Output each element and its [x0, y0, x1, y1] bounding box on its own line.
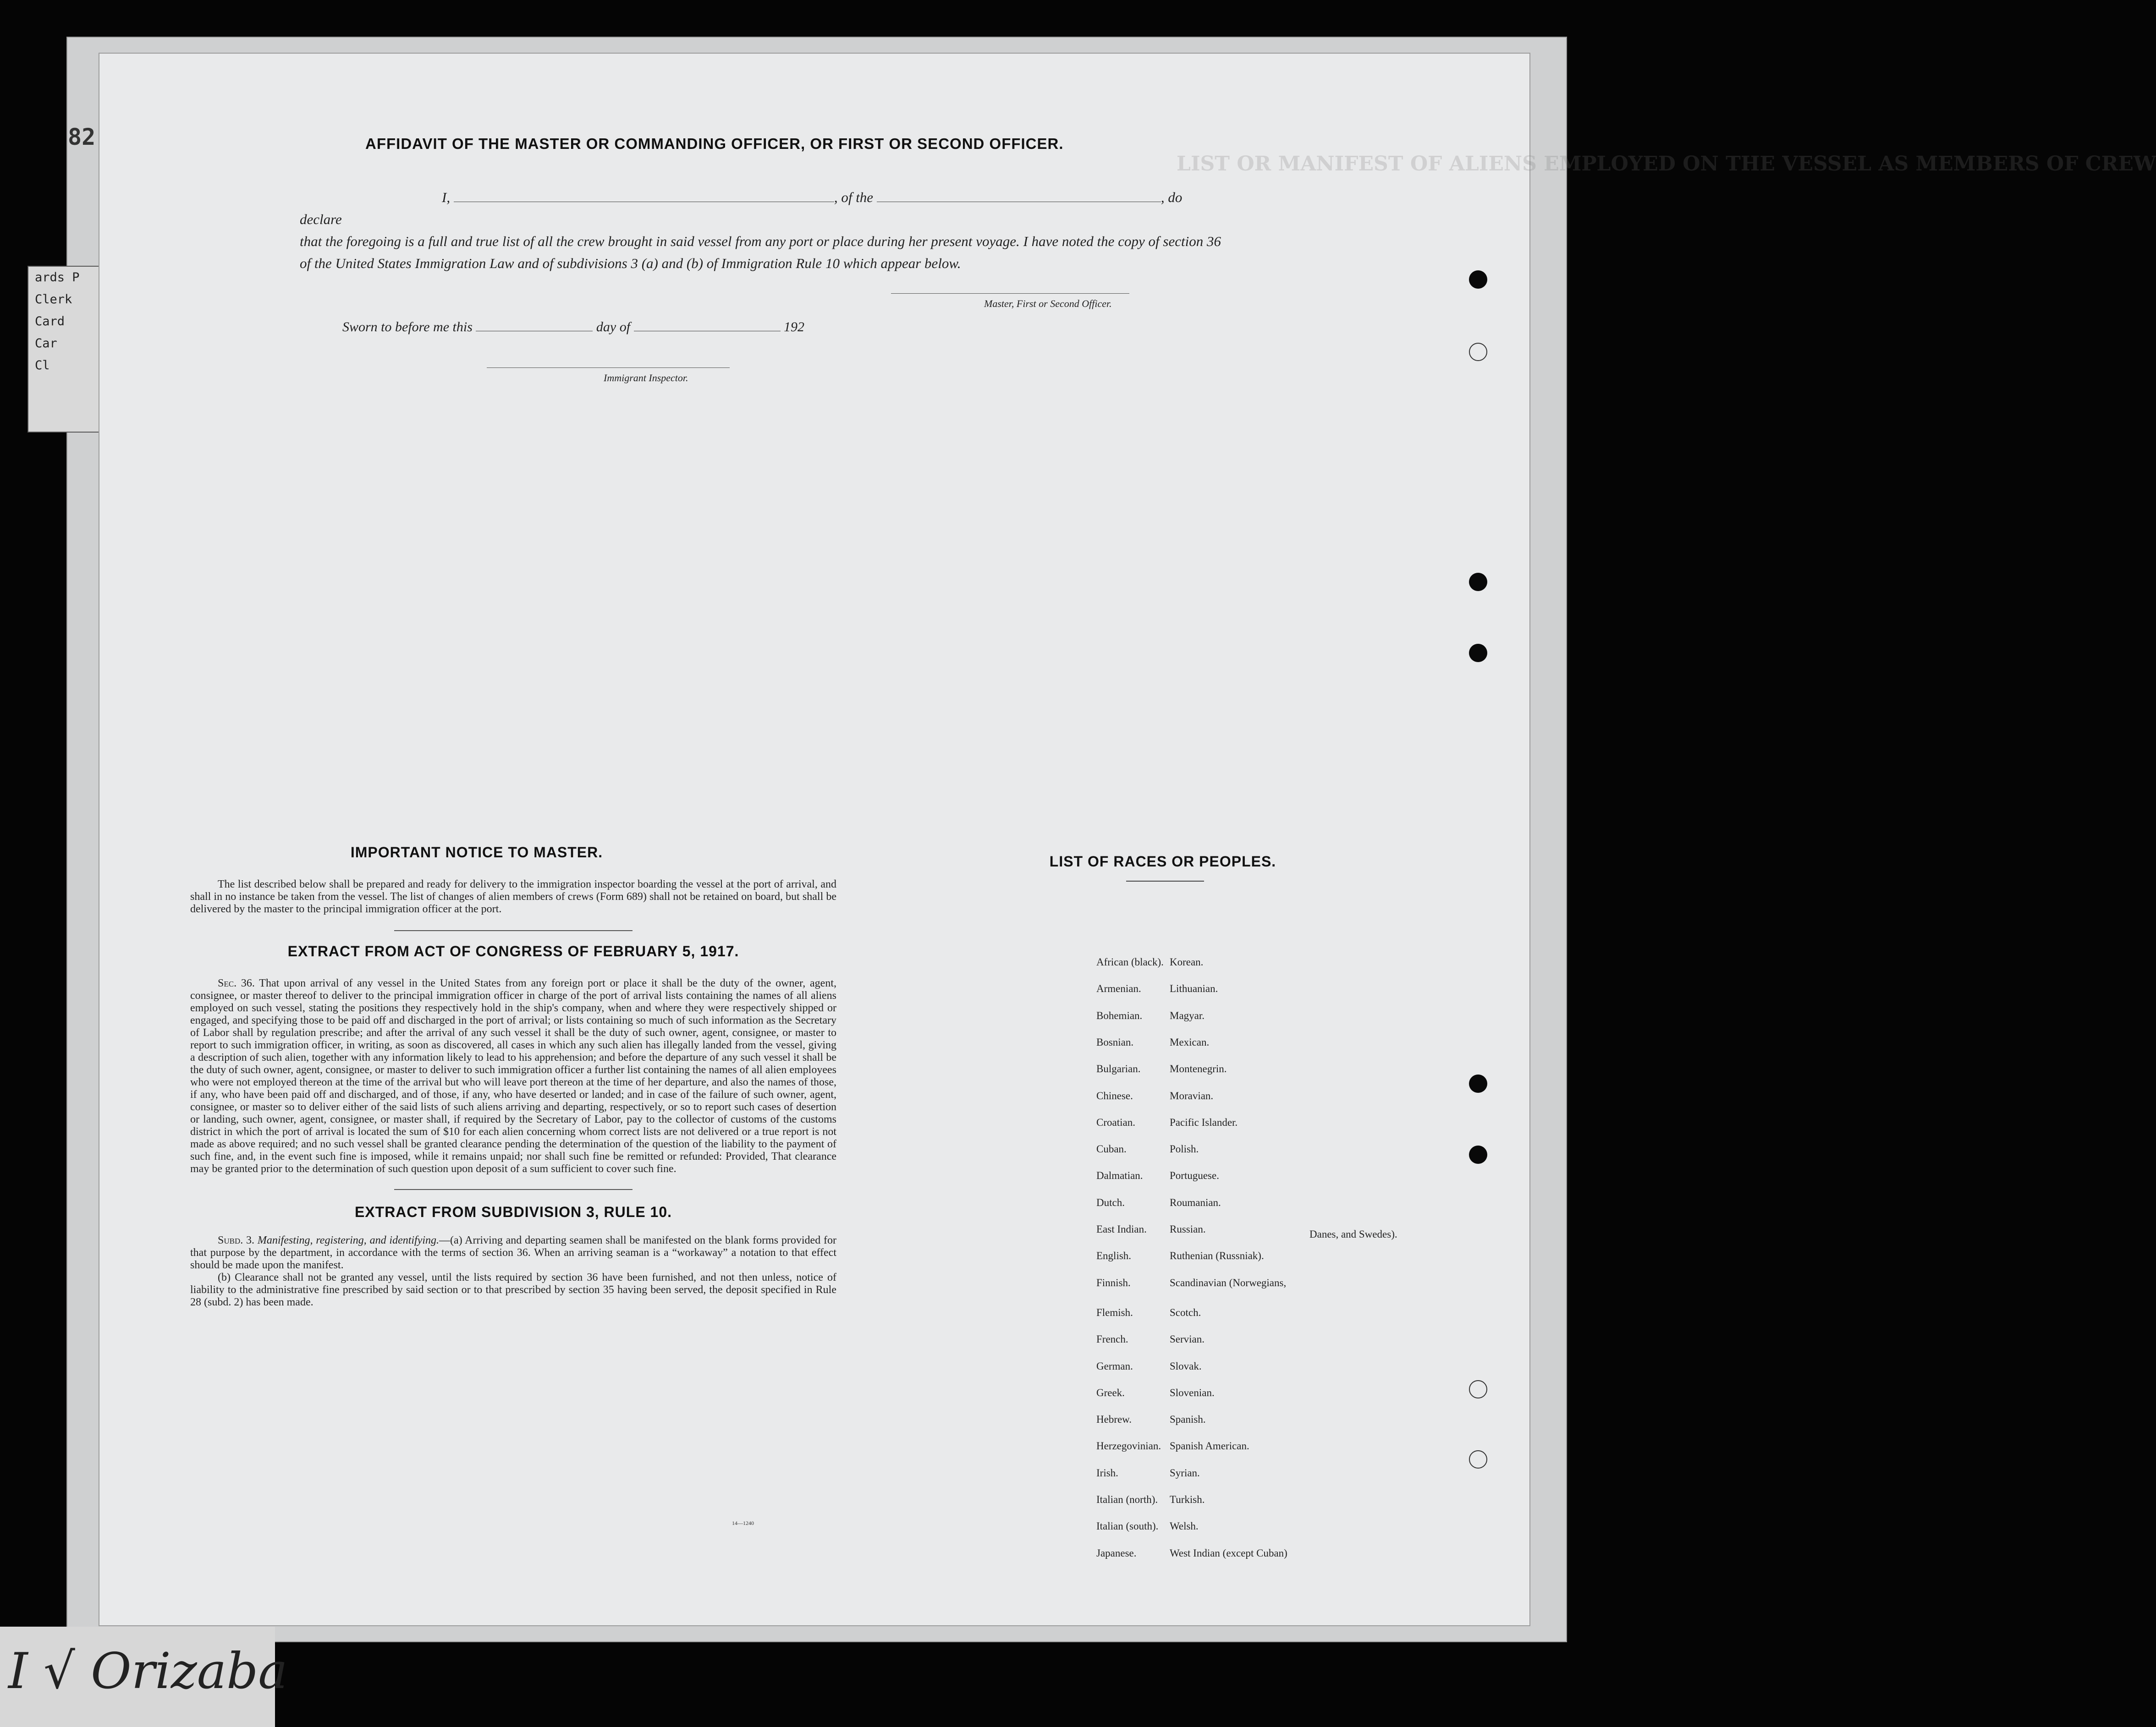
tab-card-line: ards P: [35, 270, 80, 285]
day-of-label: day of: [596, 319, 631, 334]
race-item: Dalmatian.: [1096, 1170, 1143, 1182]
race-item: Moravian.: [1170, 1090, 1214, 1102]
index-tab-card: [28, 266, 105, 433]
race-item: Scandinavian (Norwegians,: [1170, 1277, 1287, 1288]
race-item: Flemish.: [1096, 1306, 1133, 1318]
punch-hole: [1469, 1380, 1487, 1398]
declaration-text: that the foregoing is a full and true list of all the crew brought in said vessel from any port or place during her present voyage. I have noted the copy of section 36 of the United States Immigration Law and of subdivisions 3 (a) and (b) of Immigration Rule 10 which appear below.: [300, 233, 1221, 271]
race-item: Montenegrin.: [1170, 1063, 1227, 1075]
tab-card-line: Clerk: [35, 292, 72, 307]
race-item: Armenian.: [1096, 983, 1141, 995]
act-extract-text: [190, 977, 836, 1175]
race-item: Welsh.: [1170, 1520, 1199, 1532]
punch-hole: [1469, 270, 1487, 289]
notice-text: The list described below shall be prepared and ready for delivery to the immigration inspector boarding the vessel at the port of arrival, and shall in no instance be taken from the vessel. The list of changes of alien members of crews (Form 689) shall not be retained on board, but shall be delivered by the master to the principal immigration officer at the port.: [190, 878, 836, 915]
race-item: Chinese.: [1096, 1090, 1133, 1102]
race-item: Lithuanian.: [1170, 983, 1218, 995]
handwritten-tag: [0, 1627, 288, 1727]
races-title-rule: [1126, 881, 1204, 882]
race-item: Russian.: [1170, 1223, 1206, 1235]
race-item: African (black).: [1096, 956, 1164, 968]
rule-extract-title: EXTRACT FROM SUBDIVISION 3, RULE 10.: [354, 1204, 672, 1220]
tab-card-line: Car: [35, 336, 57, 351]
page-number-fragment: 82: [68, 124, 96, 150]
punch-hole: [1469, 343, 1487, 361]
race-item: Bosnian.: [1096, 1036, 1134, 1048]
master-signature-label: Master, First or Second Officer.: [984, 298, 1112, 309]
race-item: Spanish American.: [1170, 1440, 1249, 1452]
subd-a-text: —(a) Arriving and departing seamen shall be manifested on the blank forms provided for that purpose by the department, in accordance with the terms of section 36. When an arriving seaman is a “workaway” a notation to that effect should be made upon the manifest.: [190, 1234, 836, 1271]
race-item: Italian (north).: [1096, 1494, 1158, 1505]
inspector-label: Immigrant Inspector.: [604, 372, 688, 384]
handwritten-vessel-name: I √ Orizaba: [8, 1643, 288, 1700]
bleed-through-header: LIST OR MANIFEST OF ALIENS EMPLOYED ON THE VESSEL AS MEMBERS OF CREW: [1177, 152, 2156, 175]
race-item: Dutch.: [1096, 1196, 1125, 1208]
do-declare-label: , do declare: [300, 189, 1182, 227]
act-extract-body: That upon arrival of any vessel in the United States from any foreign port or place it shall be the duty of the owner, agent, consignee, or master thereof to deliver to the principal immigration officer in charge of the port of arrival lists containing the names of all aliens employed on such vessel, stating the positions they respectively hold in the ship's company, when and where they were respectively shipped or engaged, and specifying those to be paid off and discharged in the port of arrival; or lists containing so much of such information as the Secretary of Labor shall by regulation prescribe; and after the arrival of any such vessel it shall be the duty of such owner, agent, consignee, or master to report to such immigration officer, in writing, as soon as discovered, all cases in which any such alien has illegally landed from the vessel, giving a description of such alien, together with any information likely to lead to his apprehension; and before the departure of any such vessel it shall be the duty of such owner, agent, consignee, or master to deliver to such immigration officer a further list containing the names of all alien employees who were not employed thereon at the time of the arrival but who will leave port thereon at the time of her departure, and also the names of those, if any, who have been paid off and discharged, and of those, if any, who have deserted or landed; and in case of the failure of such owner, agent, consignee, or master so to deliver either of the said lists of such aliens arriving and departing, respectively, or so to report such cases of desertion or landing, such owner, agent, consignee, or master shall, if required by the Secretary of Labor, pay to the collector of customs of the customs district in which the port of arrival is located the sum of $10 for each alien concerning whom correct lists are not delivered or a true report is not made as above required; and no such vessel shall be granted clearance pending the determination of the question of the liability to the payment of such fine, and, in the event such fine is imposed, while it remains unpaid; nor shall such fine be remitted or refunded: Provided, That clearance may be granted prior to the determination of such question upon deposit of a sum sufficient to cover such fine.: [190, 977, 836, 1175]
race-item: Slovenian.: [1170, 1387, 1215, 1398]
of-the-label: , of the: [834, 189, 874, 205]
race-item: Roumanian.: [1170, 1196, 1221, 1208]
race-item: Syrian.: [1170, 1467, 1200, 1479]
race-item: Spanish.: [1170, 1414, 1206, 1425]
race-item: Pacific Islander.: [1170, 1116, 1238, 1128]
race-item: Japanese.: [1096, 1547, 1137, 1559]
punch-hole: [1469, 644, 1487, 662]
race-item: Scotch.: [1170, 1306, 1201, 1318]
notice-title: IMPORTANT NOTICE TO MASTER.: [350, 844, 603, 861]
rule-extract-para-a: [190, 1234, 836, 1272]
race-item: Korean.: [1170, 956, 1204, 968]
race-item: Slovak.: [1170, 1360, 1202, 1372]
subd-heading: Manifesting, registering, and identifying.: [257, 1234, 440, 1246]
sworn-line: [342, 319, 804, 335]
section-divider: [394, 1189, 632, 1190]
race-item: French.: [1096, 1333, 1128, 1345]
form-number: 14—1240: [732, 1520, 754, 1526]
race-item: Croatian.: [1096, 1116, 1135, 1128]
race-item: Bulgarian.: [1096, 1063, 1141, 1075]
race-item-continuation: Danes, and Swedes).: [1309, 1228, 1397, 1240]
manifest-back-page: [99, 53, 2156, 1626]
punch-hole: [1469, 573, 1487, 591]
race-item: West Indian (except Cuban): [1170, 1547, 1287, 1559]
race-item: Finnish.: [1096, 1277, 1131, 1288]
tab-card-line: Card: [35, 314, 65, 329]
year-label: 192: [784, 319, 805, 334]
race-item: Greek.: [1096, 1387, 1125, 1398]
race-item: Irish.: [1096, 1467, 1118, 1479]
race-item: Cuban.: [1096, 1143, 1127, 1155]
race-item: Servian.: [1170, 1333, 1205, 1345]
sworn-label: Sworn to before me this: [342, 319, 473, 334]
race-item: Mexican.: [1170, 1036, 1210, 1048]
race-item: German.: [1096, 1360, 1133, 1372]
race-item: East Indian.: [1096, 1223, 1147, 1235]
race-item: Polish.: [1170, 1143, 1199, 1155]
affidavit-title: AFFIDAVIT OF THE MASTER OR COMMANDING OFFICER, OR FIRST OR SECOND OFFICER.: [365, 135, 1064, 152]
race-item: Italian (south).: [1096, 1520, 1159, 1532]
races-title: LIST OF RACES OR PEOPLES.: [1049, 853, 1276, 870]
affidavit-declaration: [300, 186, 1221, 274]
punch-hole: [1469, 1075, 1487, 1093]
inspector-signature-line: [487, 367, 730, 368]
subd-label: Subd. 3.: [218, 1234, 255, 1246]
act-extract-title: EXTRACT FROM ACT OF CONGRESS OF FEBRUARY 5, 1917.: [287, 943, 739, 959]
i-label: I,: [442, 189, 451, 205]
sec-label: Sec. 36.: [218, 977, 255, 989]
race-item: Herzegovinian.: [1096, 1440, 1161, 1452]
punch-hole: [1469, 1450, 1487, 1469]
master-signature-line: [891, 293, 1129, 294]
race-item: Bohemian.: [1096, 1009, 1143, 1021]
tab-card-line: Cl: [35, 358, 50, 373]
left-column: [190, 844, 836, 1309]
punch-hole: [1469, 1146, 1487, 1164]
section-divider: [394, 930, 632, 931]
race-item: English.: [1096, 1250, 1132, 1262]
race-item: Magyar.: [1170, 1009, 1205, 1021]
race-item: Hebrew.: [1096, 1414, 1132, 1425]
race-item: Turkish.: [1170, 1494, 1205, 1505]
rule-extract-para-b: (b) Clearance shall not be granted any vessel, until the lists required by section 36 have been furnished, and not then unless, notice of liability to the administrative fine prescribed by said section or to that prescribed by section 35 having been served, the deposit specified in Rule 28 (subd. 2) has been made.: [190, 1272, 836, 1308]
race-item: Portuguese.: [1170, 1170, 1219, 1182]
race-item: Ruthenian (Russniak).: [1170, 1250, 1264, 1262]
